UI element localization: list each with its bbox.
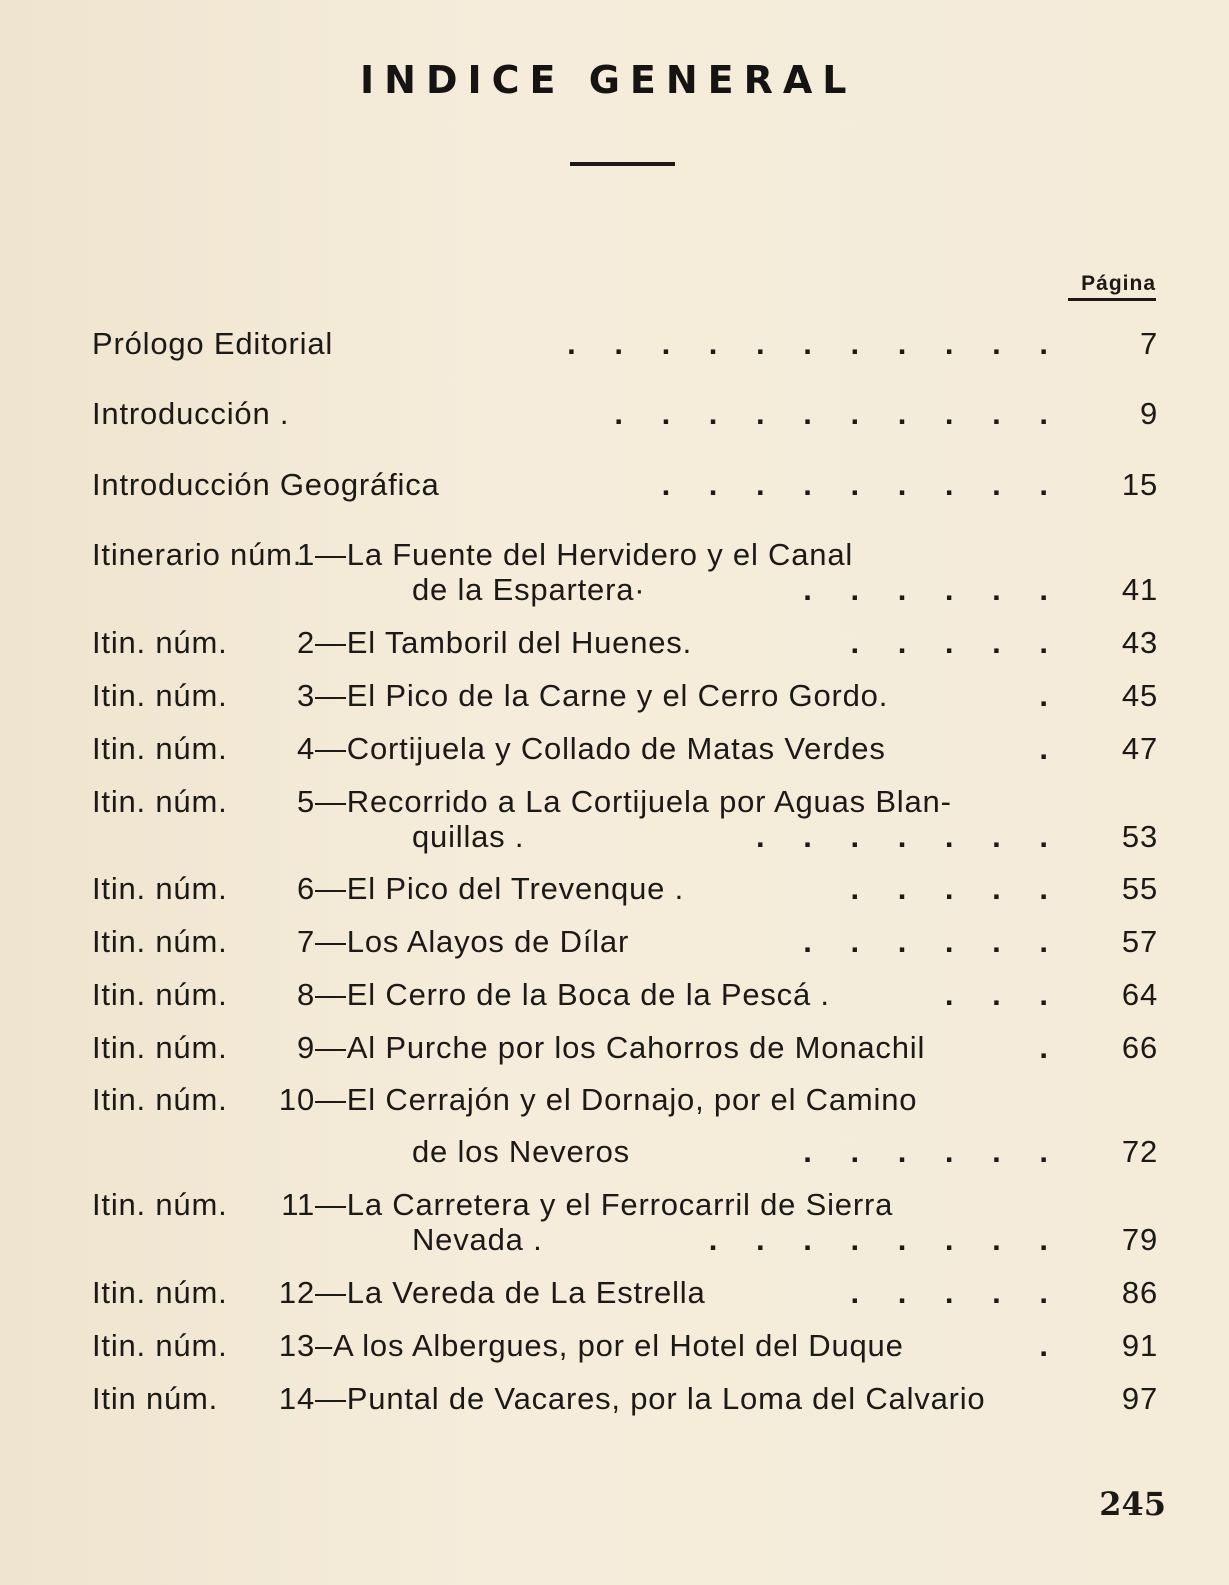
page-column-header: Página: [1068, 272, 1156, 301]
toc-entry-prefix: Itin. núm.: [92, 731, 228, 766]
toc-entry-title: Introducción .: [92, 396, 290, 431]
toc-entry: [92, 326, 1158, 361]
toc-entry-prefix: Itin. núm.: [92, 1082, 228, 1117]
toc-entry-title: —El Pico de la Carne y el Cerro Gordo.: [315, 678, 889, 713]
toc-entry-page: 64: [1121, 977, 1158, 1012]
toc-entry-title-continued: Nevada .: [412, 1222, 543, 1257]
page-title: INDICE GENERAL: [360, 58, 857, 102]
toc-entry-page: 43: [1121, 625, 1158, 660]
toc-entry-title: —Cortijuela y Collado de Matas Verdes: [315, 731, 886, 766]
toc-entry: [92, 625, 1158, 660]
toc-entry-page: 97: [1121, 1381, 1158, 1416]
toc-entry: [92, 871, 1158, 906]
toc-entry-number: 5: [296, 784, 315, 819]
toc-entry: [92, 678, 1158, 713]
toc-entry: [92, 924, 1158, 959]
toc-entry: [92, 1030, 1158, 1065]
toc-entry-number: 13: [278, 1328, 315, 1363]
toc-entry-title: —El Cerrajón y el Dornajo, por el Camino: [315, 1082, 918, 1117]
toc-entry: [92, 1187, 1158, 1257]
dot-leader: . . . . . . . . .: [661, 467, 1048, 502]
toc-entry-page: 66: [1121, 1030, 1158, 1065]
toc-entry-page: 91: [1121, 1328, 1158, 1363]
toc-entry-number: 7: [296, 924, 315, 959]
toc-entry-number: 6: [296, 871, 315, 906]
dot-leader: . . .: [944, 977, 1048, 1012]
dot-leader: .: [1039, 1328, 1048, 1363]
toc-entry-prefix: Itin. núm.: [92, 625, 228, 660]
toc-entry-page: 55: [1121, 871, 1158, 906]
dot-leader: . . . . .: [850, 1275, 1048, 1310]
toc-entry-prefix: Itinerario núm.: [92, 537, 303, 572]
toc-entry-number: 1: [296, 537, 315, 572]
toc-entry-title: —Recorrido a La Cortijuela por Aguas Blan-: [315, 784, 952, 819]
toc-entry-prefix: Itin. núm.: [92, 924, 228, 959]
toc-entry-title-continued: de los Neveros: [412, 1134, 630, 1169]
toc-entry: [92, 467, 1158, 502]
toc-entry-page: 15: [1121, 467, 1158, 502]
toc-entry-title-continued: de la Espartera·: [412, 572, 646, 607]
toc-entry-title: —El Tamboril del Huenes.: [315, 625, 693, 660]
dot-leader: .: [1039, 678, 1048, 713]
toc-entry: [92, 396, 1158, 431]
toc-entry-title: Prólogo Editorial: [92, 326, 334, 361]
dot-leader: . . . . .: [850, 625, 1048, 660]
toc-entry-number: 9: [296, 1030, 315, 1065]
toc-entry-number: 4: [296, 731, 315, 766]
dot-leader: . . . . . .: [803, 572, 1048, 607]
toc-entry-page: 86: [1121, 1275, 1158, 1310]
toc-entry: [92, 731, 1158, 766]
toc-entry-title: —Puntal de Vacares, por la Loma del Calvario: [315, 1381, 986, 1416]
toc-entry-page: 53: [1121, 819, 1158, 854]
toc-entry: [92, 537, 1158, 607]
toc-entry: [92, 1328, 1158, 1363]
toc-entry-page: 41: [1121, 572, 1158, 607]
toc-entry-page: 7: [1139, 326, 1158, 361]
toc-entry-page: 72: [1121, 1134, 1158, 1169]
dot-leader: . . . . . .: [803, 924, 1048, 959]
dot-leader: . . . . . . . . . . .: [567, 326, 1048, 361]
dot-leader: .: [1039, 731, 1048, 766]
toc-entry-page: 57: [1121, 924, 1158, 959]
toc-entry-page: 79: [1121, 1222, 1158, 1257]
toc-entry-prefix: Itin núm.: [92, 1381, 219, 1416]
toc-entry-number: 11: [281, 1187, 315, 1222]
toc-entry-title: —La Vereda de La Estrella: [315, 1275, 706, 1310]
toc-entry-title: –A los Albergues, por el Hotel del Duque: [315, 1328, 904, 1363]
toc-entry-title: —La Fuente del Hervidero y el Canal: [315, 537, 854, 572]
toc-entry-title: —Al Purche por los Cahorros de Monachil: [315, 1030, 926, 1065]
toc-entry-number: 8: [296, 977, 315, 1012]
toc-entry-title: Introducción Geográfica: [92, 467, 440, 502]
toc-entry: [92, 977, 1158, 1012]
toc-entry-title: —El Pico del Trevenque .: [315, 871, 684, 906]
toc-entry-title-continued: quillas .: [412, 819, 525, 854]
toc-entry-prefix: Itin. núm.: [92, 1275, 228, 1310]
toc-entry: [92, 1275, 1158, 1310]
toc-entry-prefix: Itin. núm.: [92, 1030, 228, 1065]
toc-entry-number: 14: [278, 1381, 315, 1416]
toc-entry-page: 9: [1139, 396, 1158, 431]
dot-leader: . . . . . . . .: [708, 1222, 1048, 1257]
dot-leader: . . . . . . .: [756, 819, 1048, 854]
toc-entry: [92, 1082, 1158, 1169]
dot-leader: . . . . .: [850, 871, 1048, 906]
dot-leader: . . . . . . . . . .: [614, 396, 1048, 431]
toc-entry-number: 12: [278, 1275, 315, 1310]
toc-entry-page: 45: [1121, 678, 1158, 713]
toc-entry-prefix: Itin. núm.: [92, 977, 228, 1012]
toc-entry-prefix: Itin. núm.: [92, 1187, 228, 1222]
toc-entry-title: —Los Alayos de Dílar: [315, 924, 630, 959]
dot-leader: . . . . . .: [803, 1134, 1048, 1169]
toc-entry-prefix: Itin. núm.: [92, 1328, 228, 1363]
toc-entry-title: —La Carretera y el Ferrocarril de Sierra: [315, 1187, 894, 1222]
toc-entry: [92, 1381, 1158, 1416]
dot-leader: .: [1039, 1030, 1048, 1065]
toc-entry-number: 3: [296, 678, 315, 713]
page-number: 245: [1099, 1485, 1166, 1523]
toc-entry-prefix: Itin. núm.: [92, 784, 228, 819]
title-rule: [570, 162, 675, 166]
toc-entry-number: 2: [296, 625, 315, 660]
toc-entry-number: 10: [278, 1082, 315, 1117]
toc-entry-page: 47: [1121, 731, 1158, 766]
toc-entry-prefix: Itin. núm.: [92, 871, 228, 906]
toc-entry: [92, 784, 1158, 854]
toc-entry-prefix: Itin. núm.: [92, 678, 228, 713]
toc-entry-title: —El Cerro de la Boca de la Pescá .: [315, 977, 830, 1012]
